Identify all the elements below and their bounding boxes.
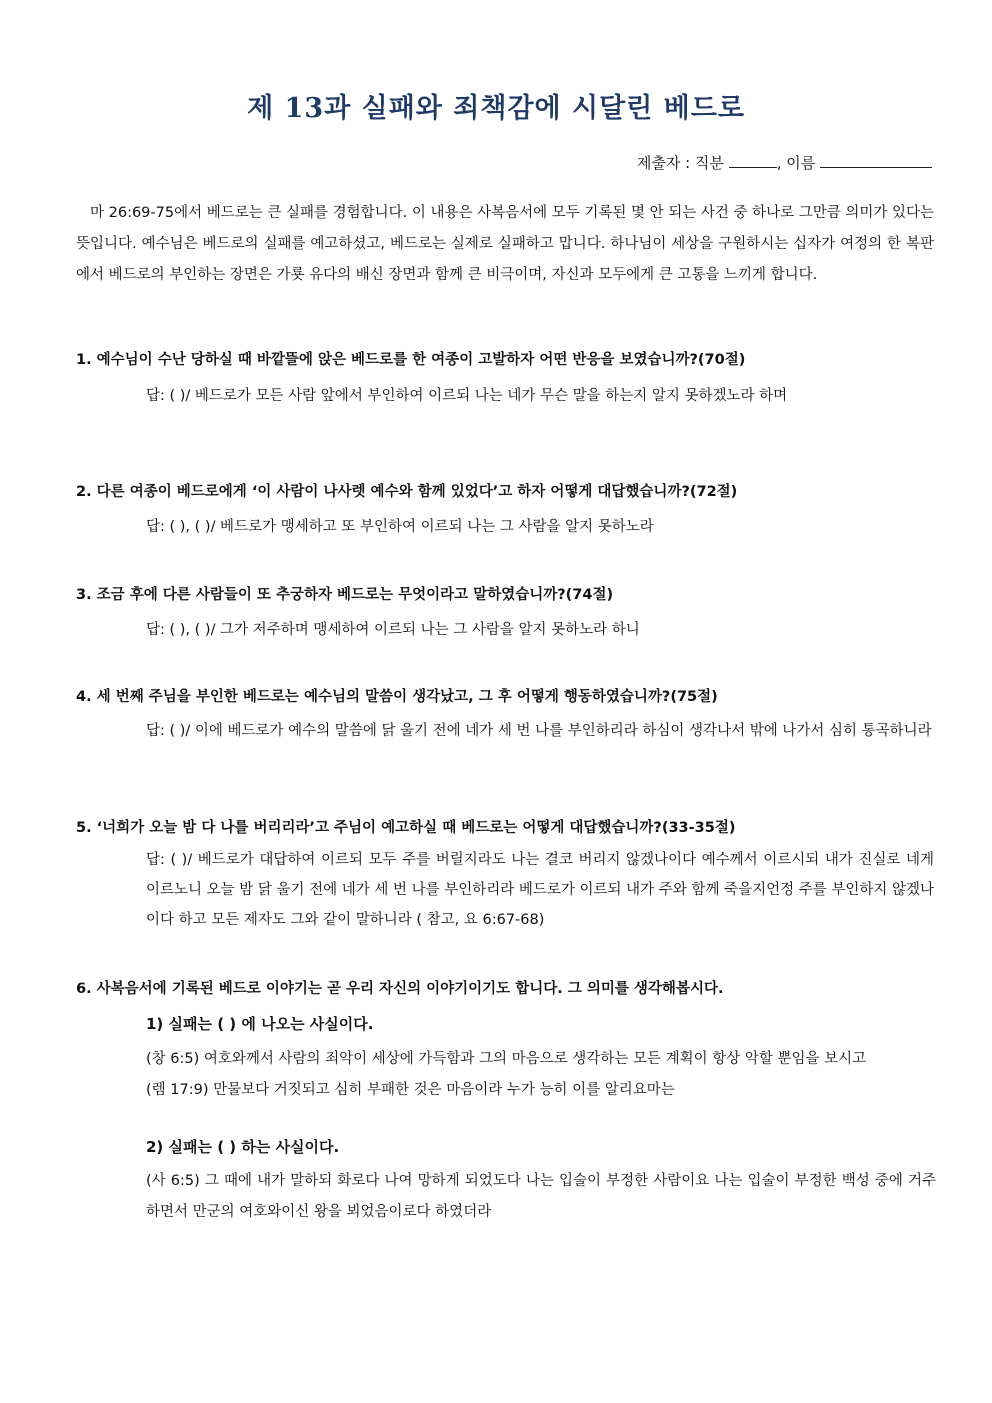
question-6: 6. 사복음서에 기록된 베드로 이야기는 곧 우리 자신의 이야기이기도 합니다. 그 의미를 생각해봅시다. [76, 981, 724, 997]
subpoint-1-heading: 1) 실패는 ( ) 에 나오는 사실이다. [146, 1015, 374, 1033]
answer-3: 답: ( ), ( )/ 그가 저주하며 맹세하여 이르되 나는 그 사람을 알지 못하노라 하니 [146, 622, 640, 638]
name-blank [820, 153, 932, 168]
intro-paragraph: 마 26:69-75에서 베드로는 큰 실패를 경험합니다. 이 내용은 사복음서에 모두 기록된 몇 안 되는 사건 중 하나로 그만큼 의미가 있다는 뜻입니다. 예수님은 베드로의 실패를 예고하셨고, 베드로는 실제로 실패하고 맙니다. 하나님이 세상을 구원하시는 십자가 여정의 한 복판에서 베드로의 부인하는 장면은 가룟 유다의 배신 장면과 함께 큰 비극이며, 자신과 모두에게 큰 고통을 느끼게 합니다. [76, 205, 934, 283]
answer-2: 답: ( ), ( )/ 베드로가 맹세하고 또 부인하여 이르되 나는 그 사람을 알지 못하노라 [146, 519, 654, 535]
question-4: 4. 세 번째 주님을 부인한 베드로는 예수님의 말씀이 생각났고, 그 후 어떻게 행동하였습니까?(75절) [76, 689, 718, 705]
question-3: 3. 조금 후에 다른 사람들이 또 추궁하자 베드로는 무엇이라고 말하였습니까?(74절) [76, 587, 614, 603]
answer-4: 답: ( )/ 이에 베드로가 예수의 말씀에 닭 울기 전에 네가 세 번 나를 부인하리라 하심이 생각나서 밖에 나가서 심히 통곡하니라 [146, 723, 932, 739]
question-1: 1. 예수님이 수난 당하실 때 바깥뜰에 앉은 베드로를 한 여종이 고발하자 어떤 반응을 보였습니까?(70절) [76, 352, 746, 368]
submitter-label: 제출자 : 직분 [636, 154, 724, 172]
name-label: , 이름 [776, 154, 816, 172]
answer-5: 답: ( )/ 베드로가 대답하여 이르되 모두 주를 버릴지라도 나는 결코 버리지 않겠나이다 예수께서 이르시되 내가 진실로 네게 이르노니 오늘 밤 닭 울기 전에 네가 세 번 나를 부인하리라 베드로가 이르되 내가 주와 함께 죽을지언정 주를 부인하지 않겠나이다 하고 모든 제자도 그와 같이 말하니라 ( 참고, 요 6:67-68) [146, 852, 934, 928]
question-2: 2. 다른 여종이 베드로에게 ‘이 사람이 나사렛 예수와 함께 있었다’고 하자 어떻게 대답했습니까?(72절) [76, 484, 738, 500]
position-blank [729, 153, 777, 168]
subpoint-1-ref-1: (창 6:5) 여호와께서 사람의 죄악이 세상에 가득함과 그의 마음으로 생각하는 모든 계획이 항상 악할 뿐임을 보시고 [146, 1051, 867, 1067]
submitter-line [637, 152, 932, 173]
subpoint-2-heading: 2) 실패는 ( ) 하는 사실이다. [146, 1138, 340, 1156]
subpoint-2-ref-1: (사 6:5) 그 때에 내가 말하되 화로다 나여 망하게 되었도다 나는 입술이 부정한 사람이요 나는 입술이 부정한 백성 중에 거주하면서 만군의 여호와이신 왕을 뵈었음이로다 하였더라 [146, 1173, 936, 1220]
answer-1: 답: ( )/ 베드로가 모든 사람 앞에서 부인하여 이르되 나는 네가 무슨 말을 하는지 알지 못하겠노라 하며 [146, 388, 788, 404]
question-5: 5. ‘너희가 오늘 밤 다 나를 버리리라’고 주님이 예고하실 때 베드로는 어떻게 대답했습니까?(33-35절) [76, 820, 736, 836]
subpoint-1-ref-2: (렘 17:9) 만물보다 거짓되고 심히 부패한 것은 마음이라 누가 능히 이를 알리요마는 [146, 1082, 675, 1098]
page-title: 제 13과 실패와 죄책감에 시달린 베드로 [247, 93, 745, 124]
